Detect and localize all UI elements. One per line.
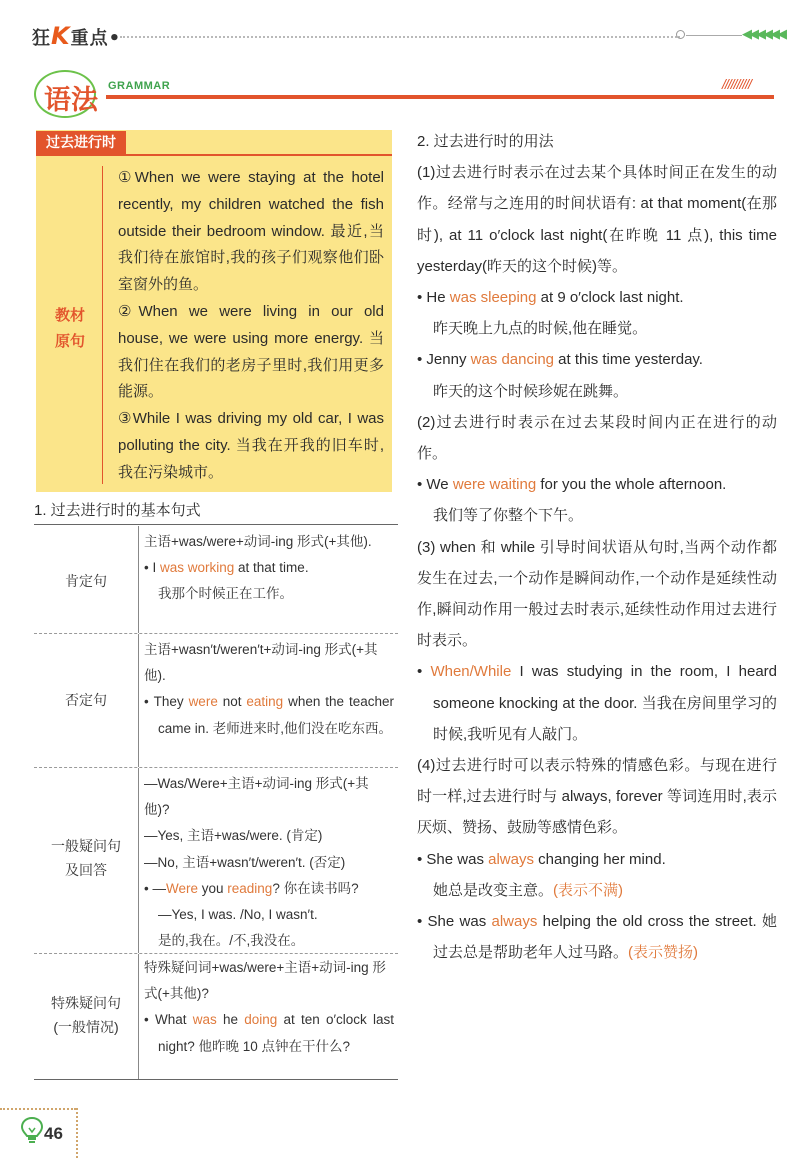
textbook-sentences xyxy=(118,165,384,487)
table-row xyxy=(34,526,398,634)
row-answer-yes: —Yes, 主语+was/were. (肯定) xyxy=(144,828,323,844)
row-divider xyxy=(138,954,139,1079)
usage-point-2: (2)过去进行时表示在过去某段时间内正在进行的动作。 xyxy=(417,413,777,463)
highlight: doing xyxy=(244,1012,278,1028)
header-line xyxy=(686,35,742,36)
usage-example: • We were waiting for you the whole afternoon. xyxy=(417,476,727,494)
basic-forms-heading: 1. 过去进行时的基本句式 xyxy=(34,502,201,519)
usage-example-cn: 昨天的这个时候珍妮在跳舞。 xyxy=(433,382,629,400)
header-dotted-rule xyxy=(120,36,680,38)
row-translation: 我那个时候正在工作。 xyxy=(158,586,293,602)
usage-example-cn: 我们等了你整个下午。 xyxy=(433,507,584,525)
usage-point-4: (4)过去进行时可以表示特殊的情感色彩。与现在进行时一样,过去进行时与 always, forever 等词连用时,表示厌烦、赞扬、鼓励等感情色彩。 xyxy=(417,757,777,837)
page-number: 46 xyxy=(44,1124,63,1143)
section-rule xyxy=(106,95,774,99)
textbook-label-line2: 原句 xyxy=(54,333,85,350)
usage-example: • She was always helping the old cross the street. 她过去总是帮助老年人过马路。(表示赞扬) xyxy=(417,913,778,962)
row-example: • I was working at that time. xyxy=(144,560,309,576)
row-divider xyxy=(138,634,139,767)
chevrons-icon: ◀◀◀◀◀◀ xyxy=(742,26,784,41)
table-top-rule xyxy=(34,524,398,525)
row-content xyxy=(144,637,394,742)
brand-logo xyxy=(32,22,121,50)
row-structure: 主语+was/were+动词-ing 形式(+其他). xyxy=(144,534,372,549)
usage-section xyxy=(417,126,777,968)
usage-point-1: (1)过去进行时表示在过去某个具体时间正在发生的动作。经常与之连用的时间状语有: at that moment(在那时), at 11 o′clock last night(在昨晚 11 点), this time yesterday(昨天的这个时候)等。 xyxy=(417,164,777,275)
row-answer-no: —No, 主语+wasn′t/weren′t. (否定) xyxy=(144,854,346,870)
highlight: always xyxy=(488,850,534,868)
highlight: reading xyxy=(227,880,273,896)
brand-pre: 狂 xyxy=(32,28,51,49)
row-divider xyxy=(138,768,139,953)
row-example-answer: —Yes, I was. /No, I wasn′t. xyxy=(158,907,318,923)
highlight: always xyxy=(491,913,538,931)
usage-note: (表示不满) xyxy=(553,881,624,899)
textbook-sentence-1: ①When we were staying at the hotel recently, my children watched the fish outside their bedroom window. 最近,当我们待在旅馆时,我的孩子们观察他们卧室窗外的鱼。 xyxy=(118,169,384,294)
lightbulb-icon xyxy=(20,1116,44,1146)
box-tag: 过去进行时 xyxy=(36,131,126,154)
brand-dot: • xyxy=(108,28,122,49)
highlight: When/While xyxy=(430,663,512,681)
section-badge xyxy=(34,70,102,120)
highlight: eating xyxy=(246,694,284,710)
section-subtitle: GRAMMAR xyxy=(108,80,171,92)
row-structure: 特殊疑问词+was/were+主语+动词-ing 形式(+其他)? xyxy=(144,960,386,1002)
footer-dotted-rule xyxy=(0,1108,76,1110)
usage-example: • She was always changing her mind. xyxy=(417,850,666,868)
row-structure: —Was/Were+主语+动词-ing 形式(+其他)? xyxy=(144,776,369,818)
decorative-slashes: ////////// xyxy=(722,76,751,92)
row-divider xyxy=(138,526,139,633)
table-row xyxy=(34,954,398,1080)
highlight: was sleeping xyxy=(449,289,537,307)
row-structure: 主语+wasn′t/weren′t+动词-ing 形式(+其他). xyxy=(144,642,378,684)
usage-heading: 2. 过去进行时的用法 xyxy=(417,133,554,150)
textbook-label xyxy=(50,303,90,355)
table-row xyxy=(34,768,398,954)
footer-dotted-vertical xyxy=(76,1108,78,1158)
usage-example-cn: 昨天晚上九点的时候,他在睡觉。 xyxy=(433,320,648,338)
usage-example-cn: 她总是改变主意。(表示不满) xyxy=(433,881,624,899)
highlight: were xyxy=(188,694,218,710)
usage-example: • He was sleeping at 9 o′clock last night. xyxy=(417,289,684,307)
row-content xyxy=(144,771,394,954)
usage-example: • When/While I was studying in the room, I heard someone knocking at the door. 当我在房间里学习的时候,我听见有人敲门。 xyxy=(417,663,778,743)
usage-example: • Jenny was dancing at this time yesterday. xyxy=(417,351,703,369)
row-example: • What was he doing at ten o′clock last night? 他昨晚 10 点钟在干什么? xyxy=(144,1012,395,1054)
section-title: 语法 xyxy=(44,85,98,116)
highlight: was dancing xyxy=(470,351,555,369)
highlight: were waiting xyxy=(452,476,537,494)
row-content xyxy=(144,955,394,1060)
brand-k: K xyxy=(51,22,71,50)
row-example: • —Were you reading? 你在读书吗? xyxy=(144,880,359,896)
row-content xyxy=(144,529,394,608)
highlight: Were xyxy=(165,880,198,896)
highlight: was working xyxy=(160,560,235,576)
row-label: 特殊疑问句 (一般情况) xyxy=(51,995,121,1035)
row-example: • They were not eating when the teacher came in. 老师进来时,他们没在吃东西。 xyxy=(144,694,394,736)
table-row xyxy=(34,634,398,768)
textbook-sentence-2: ②When we were living in our old house, we were using more energy. 当我们住在我们的老房子里时,我们用更多能源。 xyxy=(118,302,384,401)
brand-post: 重点 xyxy=(70,28,109,49)
textbook-sentence-3: ③While I was driving my old car, I was polluting the city. 当我在开我的旧车时,我在污染城市。 xyxy=(118,410,384,481)
box-tag-rule xyxy=(36,154,392,156)
header-ring xyxy=(676,30,685,39)
row-example-answer-cn: 是的,我在。/不,我没在。 xyxy=(158,933,305,949)
row-label: 肯定句 xyxy=(65,573,107,589)
row-label: 一般疑问句 及回答 xyxy=(51,838,121,878)
usage-note: (表示赞扬) xyxy=(628,944,699,962)
textbook-label-line1: 教材 xyxy=(54,307,85,324)
box-divider xyxy=(102,166,103,484)
row-label: 否定句 xyxy=(65,692,107,708)
usage-point-3: (3) when 和 while 引导时间状语从句时,当两个动作都发生在过去,一个动作是瞬间动作,一个动作是延续性动作,瞬间动作用一般过去时表示,延续性动作用过去进行时表示。 xyxy=(417,538,777,650)
highlight: was xyxy=(192,1012,217,1028)
